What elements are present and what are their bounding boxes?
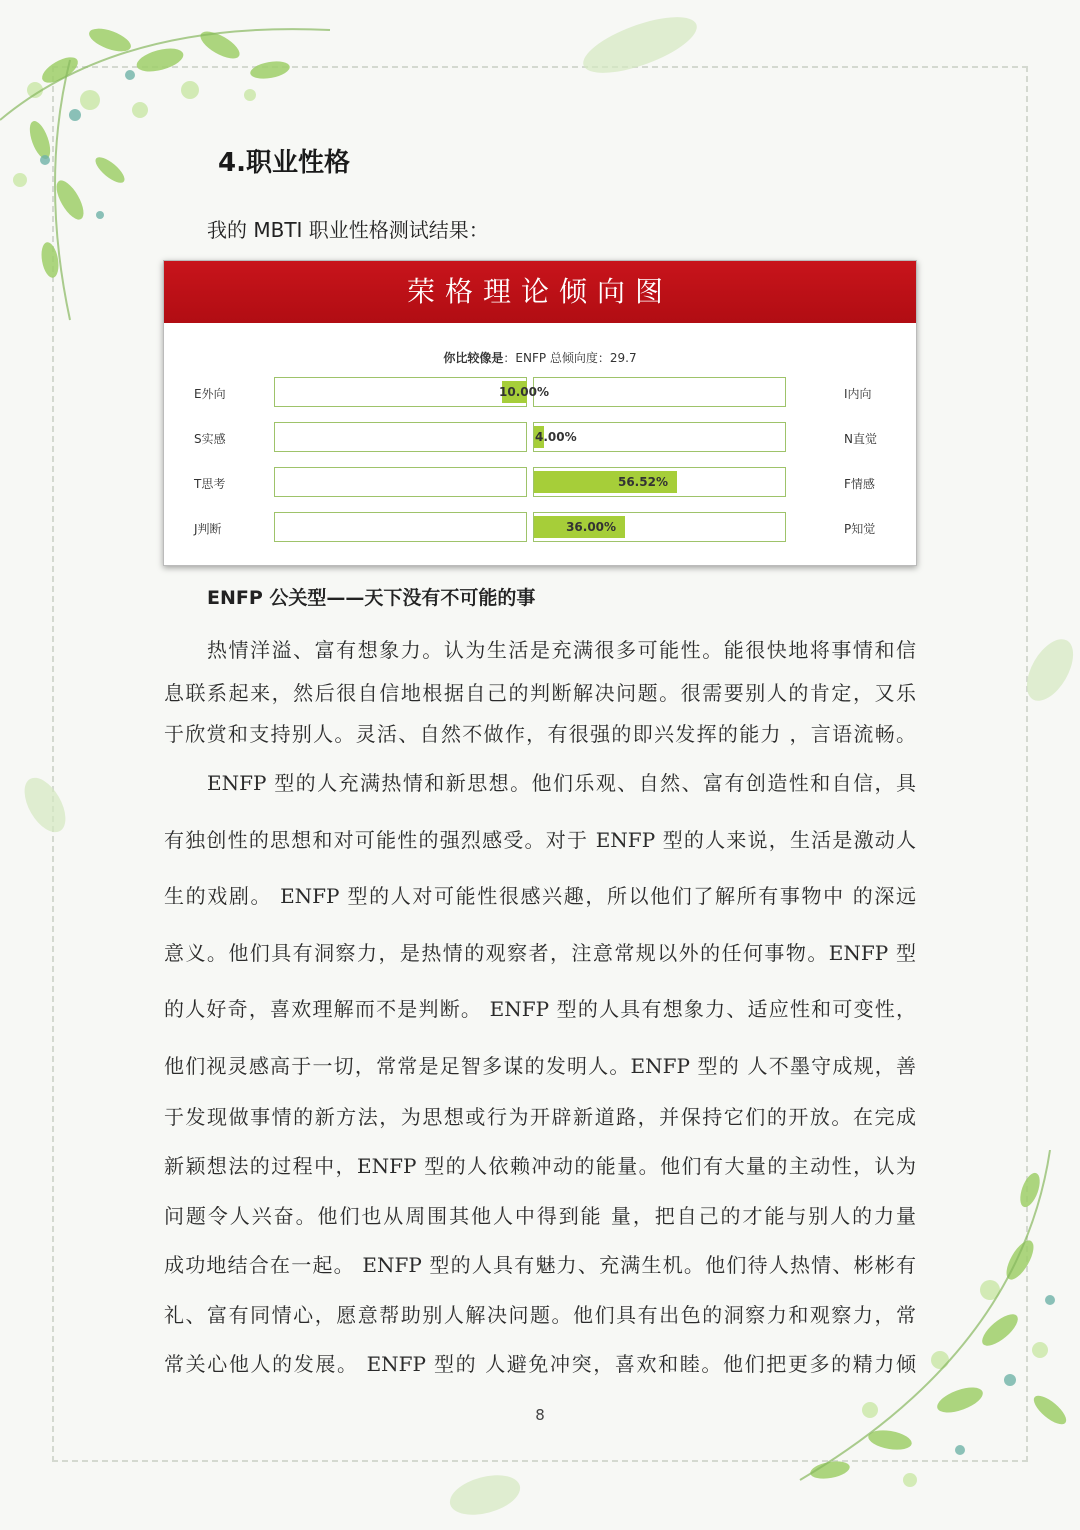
paragraph-line: 新颖想法的过程中，ENFP 型的人依赖冲动的能量。他们有大量的主动性，认为	[164, 1154, 916, 1178]
paragraph-line: 意义。他们具有洞察力，是热情的观察者，注意常规以外的任何事物。ENFP 型	[164, 941, 916, 965]
bar-track-left	[274, 377, 527, 407]
paragraph-line: 礼、富有同情心，愿意帮助别人解决问题。他们具有出色的洞察力和观察力，常	[164, 1303, 916, 1327]
bar-track-right	[533, 377, 786, 407]
bar-value-label: 36.00%	[566, 520, 617, 534]
dimension-label-right: P知觉	[844, 522, 876, 536]
dimension-label-left: T思考	[194, 477, 226, 491]
paragraph-line: 生的戏剧。 ENFP 型的人对可能性很感兴趣，所以他们了解所有事物中 的深远	[164, 884, 916, 908]
intro-text: 我的 MBTI 职业性格测试结果：	[207, 218, 489, 242]
paragraph-line: ENFP 型的人充满热情和新思想。他们乐观、自然、富有创造性和自信，具	[207, 771, 916, 795]
dimension-label-left: S实感	[194, 432, 226, 446]
leaf-decoration-right	[1020, 630, 1080, 710]
dimension-label-left: E外向	[194, 387, 226, 401]
dimension-label-left: J判断	[194, 522, 222, 536]
paragraph-line: 问题令人兴奋。他们也从周围其他人中得到能 量，把自己的才能与别人的力量	[164, 1204, 916, 1228]
bar-track-left	[274, 467, 527, 497]
paragraph-line: 有独创性的思想和对可能性的强烈感受。对于 ENFP 型的人来说，生活是激动人	[164, 828, 916, 852]
paragraph-line: 热情洋溢、富有想象力。认为生活是充满很多可能性。能很快地将事情和信	[207, 638, 916, 662]
paragraph-line: 常关心他人的发展。 ENFP 型的 人避免冲突，喜欢和睦。他们把更多的精力倾	[164, 1352, 916, 1376]
leaf-decoration-bottom	[440, 1460, 530, 1530]
paragraph-line: 成功地结合在一起。 ENFP 型的人具有魅力、充满生机。他们待人热情、彬彬有	[164, 1253, 916, 1277]
bar-value-label: 4.00%	[535, 430, 577, 444]
paragraph-line: 他们视灵感高于一切，常常是足智多谋的发明人。ENFP 型的 人不墨守成规，善	[164, 1054, 916, 1078]
paragraph-line: 于欣赏和支持别人。灵活、自然不做作，有很强的即兴发挥的能力 ，言语流畅。	[164, 722, 916, 746]
paragraph-line: 息联系起来，然后很自信地根据自己的判断解决问题。很需要别人的肯定，又乐	[164, 681, 916, 705]
chart-summary-value: ：ENFP 总倾向度：29.7	[503, 351, 637, 365]
paragraph-line: 于发现做事情的新方法，为思想或行为开辟新道路，并保持它们的开放。在完成	[164, 1105, 916, 1129]
dimension-label-right: N直觉	[844, 432, 877, 446]
dimension-label-right: I内向	[844, 387, 872, 401]
bar-value-label: 10.00%	[499, 385, 549, 399]
chart-summary-label: 你比较像是	[443, 351, 504, 365]
bar-value-label: 56.52%	[617, 475, 668, 489]
page-number: 8	[535, 1406, 545, 1424]
chart-title: 荣格理论倾向图	[164, 261, 916, 323]
dimension-label-right: F情感	[844, 477, 875, 491]
chart-summary	[164, 349, 916, 366]
bar-track-left	[274, 512, 527, 542]
section-heading: 4.职业性格	[218, 148, 350, 178]
paragraph-line: 的人好奇，喜欢理解而不是判断。 ENFP 型的人具有想象力、适应性和可变性，	[164, 997, 916, 1021]
type-subheading: ENFP 公关型——天下没有不可能的事	[207, 587, 536, 609]
jung-tendency-chart	[163, 260, 917, 566]
bar-track-left	[274, 422, 527, 452]
